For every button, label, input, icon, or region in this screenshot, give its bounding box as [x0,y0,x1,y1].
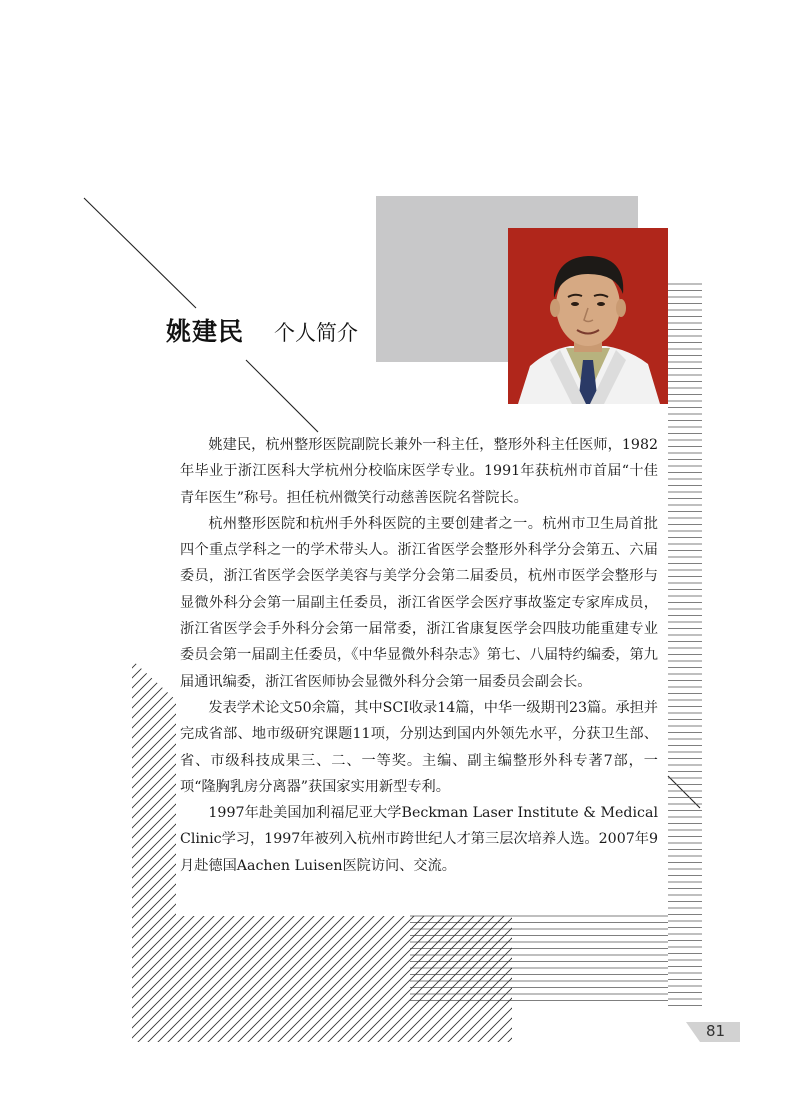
paragraph-2: 杭州整形医院和杭州手外科医院的主要创建者之一。杭州市卫生局首批四个重点学科之一的学术带头人。浙江省医学会整形外科学分会第五、六届委员，浙江省医学会医学美容与美学分会第二届委员，杭州市医学会整形与显微外科分会第一届副主任委员，浙江省医学会医疗事故鉴定专家库成员，浙江省医学会手外科分会第一届常委，浙江省康复医学会四肢功能重建专业委员会第一届副主任委员，《中华显微外科杂志》第七、八届特约编委，第九届通讯编委，浙江省医师协会显微外科分会第一届委员会副会长。 [180,515,658,690]
page-number: 81 [706,1022,726,1040]
diagonal-line-right [668,776,700,808]
person-name: 姚建民 [166,317,245,346]
diagonal-line-top [84,198,196,308]
profile-header [166,312,358,348]
biography-text [180,432,658,879]
paragraph-3: 发表学术论文50余篇，其中SCI收录14篇，中华一级期刊23篇。承担并完成省部、地市级研究课题11项，分别达到国内外领先水平，分获卫生部、省、市级科技成果三、二、一等奖。主编、副主编整形外科专著7部，一项“隆胸乳房分离器”获国家实用新型专利。 [180,699,658,795]
paragraph-4: 1997年赴美国加利福尼亚大学Beckman Laser Institute & Medical Clinic学习，1997年被列入杭州市跨世纪人才第三层次培养人选。2007年9月赴德国Aachen Luisen医院访问、交流。 [180,805,658,874]
paragraph-1: 姚建民，杭州整形医院副院长兼外一科主任，整形外科主任医师，1982年毕业于浙江医科大学杭州分校临床医学专业。1991年获杭州市首届“十佳青年医生”称号。担任杭州微笑行动慈善医院名誉院长。 [180,437,658,506]
diagonal-line-bottom [246,360,318,432]
horizontal-stripes-bottom [410,916,668,1001]
portrait-photo [508,228,668,404]
horizontal-stripes-right [668,284,702,1006]
section-title: 个人简介 [274,321,359,345]
